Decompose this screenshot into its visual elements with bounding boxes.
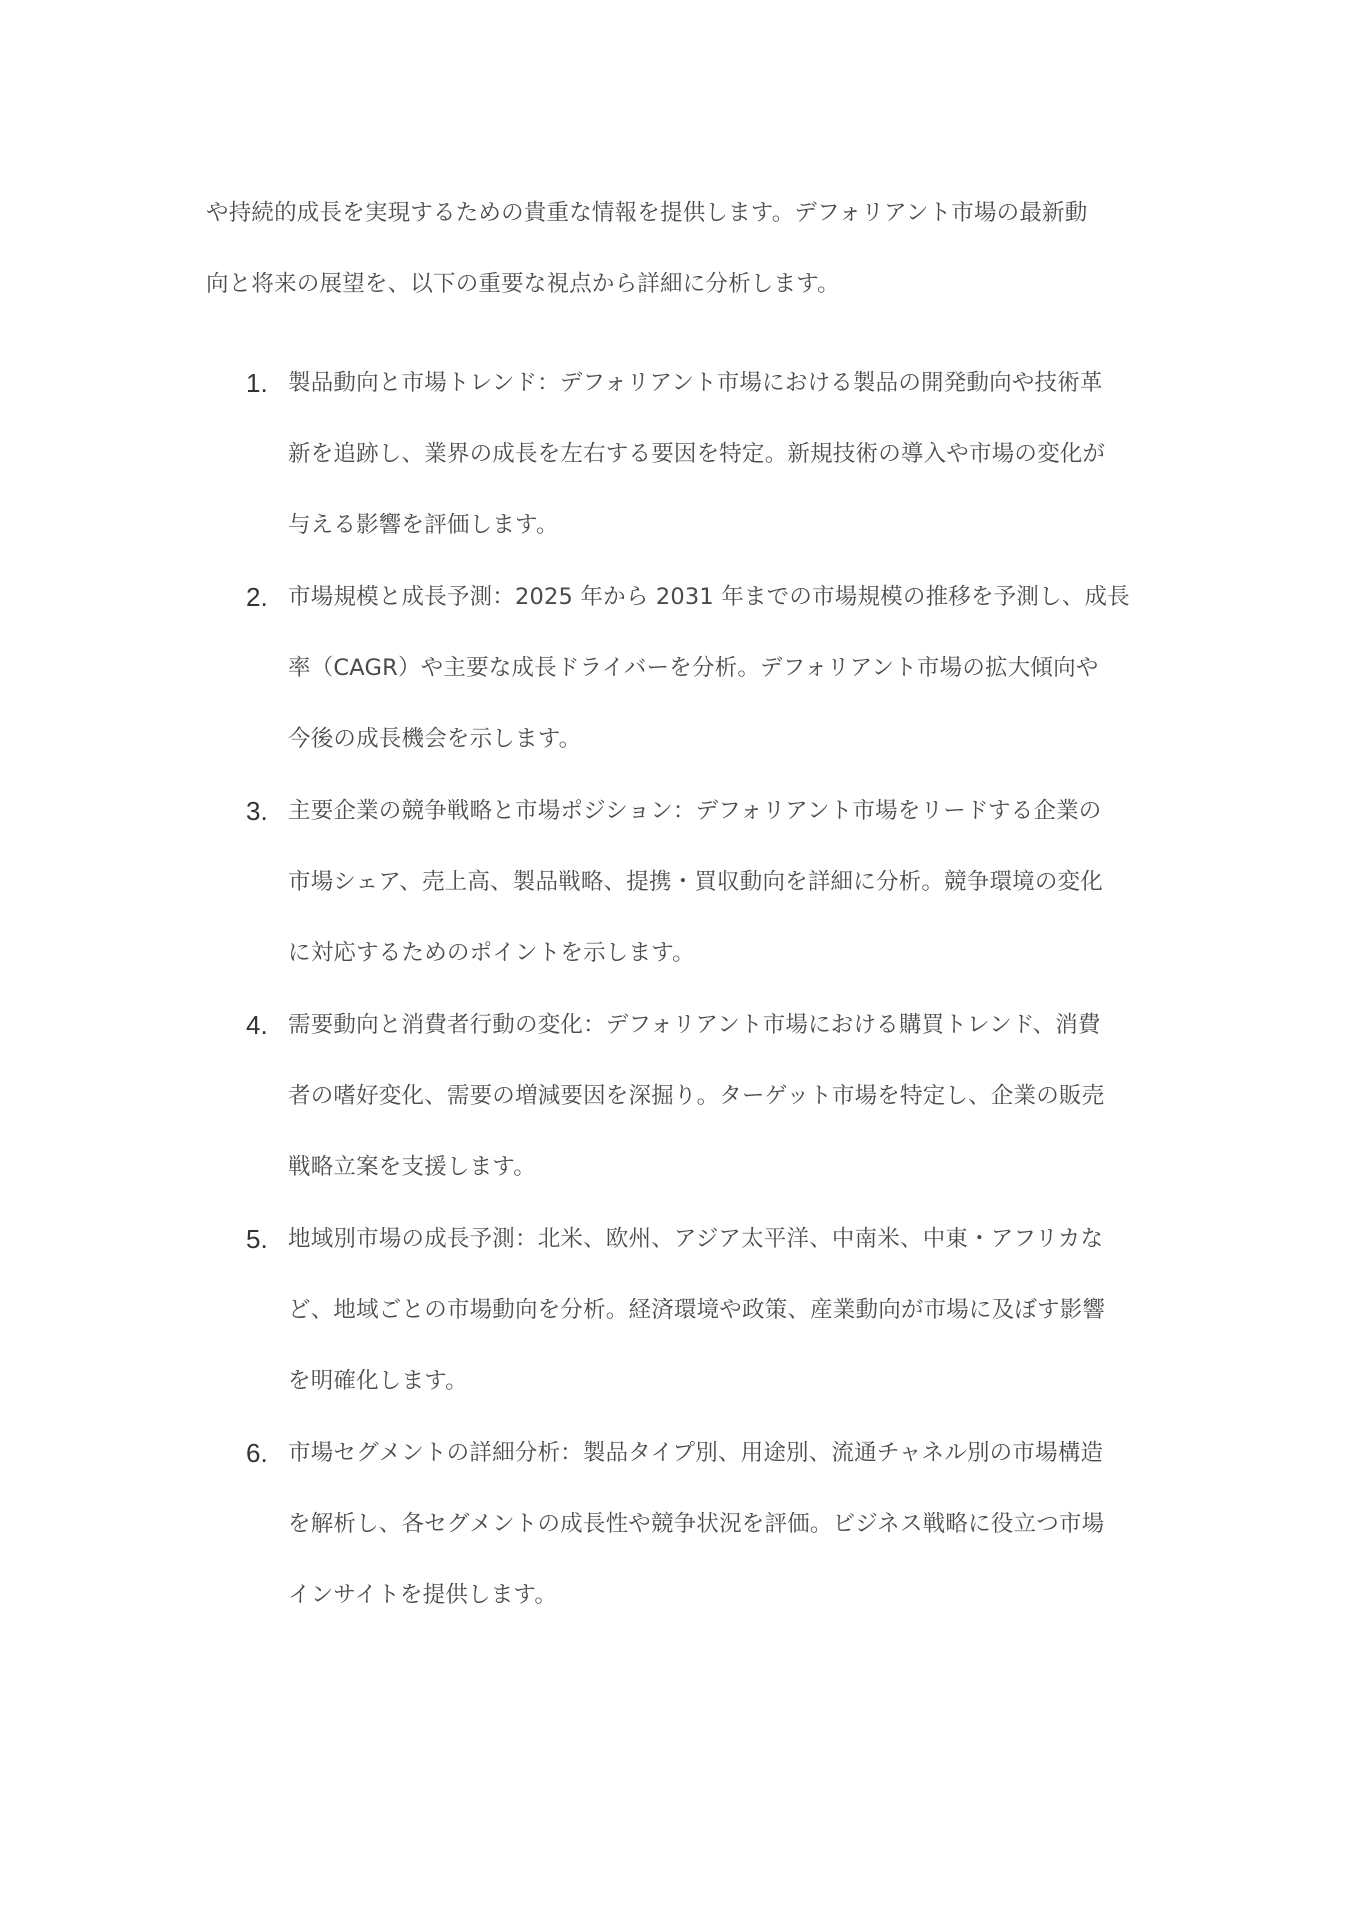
list-item-line: 今後の成長機会を示します。	[288, 726, 582, 752]
list-item-line: 与える影響を評価します。	[288, 512, 559, 538]
list-item-line: を明確化します。	[288, 1368, 468, 1394]
list-item	[206, 1204, 1166, 1417]
list-item-line: 主要企業の競争戦略と市場ポジション：デフォリアント市場をリードする企業の	[288, 798, 1102, 824]
list-item	[206, 1418, 1166, 1631]
list-number: 2.	[246, 582, 268, 612]
list-item-line: 市場シェア、売上高、製品戦略、提携・買収動向を詳細に分析。競争環境の変化	[288, 869, 1103, 895]
intro-line: や持続的成長を実現するための貴重な情報を提供します。デフォリアント市場の最新動	[206, 200, 1088, 226]
list-item-line: 市場規模と成長予測：2025 年から 2031 年までの市場規模の推移を予測し、成長	[288, 584, 1130, 610]
list-item-line: 需要動向と消費者行動の変化：デフォリアント市場における購買トレンド、消費	[288, 1012, 1101, 1038]
list-item-line: を解析し、各セグメントの成長性や競争状況を評価。ビジネス戦略に役立つ市場	[288, 1511, 1105, 1537]
list-item	[206, 990, 1166, 1203]
list-item-line: インサイトを提供します。	[288, 1582, 558, 1608]
list-item-line: 製品動向と市場トレンド：デフォリアント市場における製品の開発動向や技術革	[288, 370, 1103, 396]
list-item-line: 地域別市場の成長予測：北米、欧州、アジア太平洋、中南米、中東・アフリカな	[288, 1226, 1104, 1252]
list-item-line: に対応するためのポイントを示します。	[288, 940, 695, 966]
intro-paragraph	[206, 178, 1166, 320]
intro-line: 向と将来の展望を、以下の重要な視点から詳細に分析します。	[206, 271, 840, 297]
list-item	[206, 776, 1166, 989]
list-number: 1.	[246, 368, 268, 398]
list-item-line: 率（CAGR）や主要な成長ドライバーを分析。デフォリアント市場の拡大傾向や	[288, 655, 1099, 681]
list-item-line: 戦略立案を支援します。	[288, 1154, 536, 1180]
list-number: 4.	[246, 1010, 268, 1040]
list-item-line: 新を追跡し、業界の成長を左右する要因を特定。新規技術の導入や市場の変化が	[288, 441, 1106, 467]
list-number: 3.	[246, 796, 268, 826]
list-item-line: 市場セグメントの詳細分析：製品タイプ別、用途別、流通チャネル別の市場構造	[288, 1440, 1104, 1466]
list-item	[206, 348, 1166, 561]
list-number: 5.	[246, 1224, 268, 1254]
list-number: 6.	[246, 1438, 268, 1468]
list-item-line: ど、地域ごとの市場動向を分析。経済環境や政策、産業動向が市場に及ぼす影響	[288, 1297, 1106, 1323]
analysis-points-list	[206, 348, 1166, 1632]
list-item	[206, 562, 1166, 775]
list-item-line: 者の嗜好変化、需要の増減要因を深掘り。ターゲット市場を特定し、企業の販売	[288, 1083, 1105, 1109]
